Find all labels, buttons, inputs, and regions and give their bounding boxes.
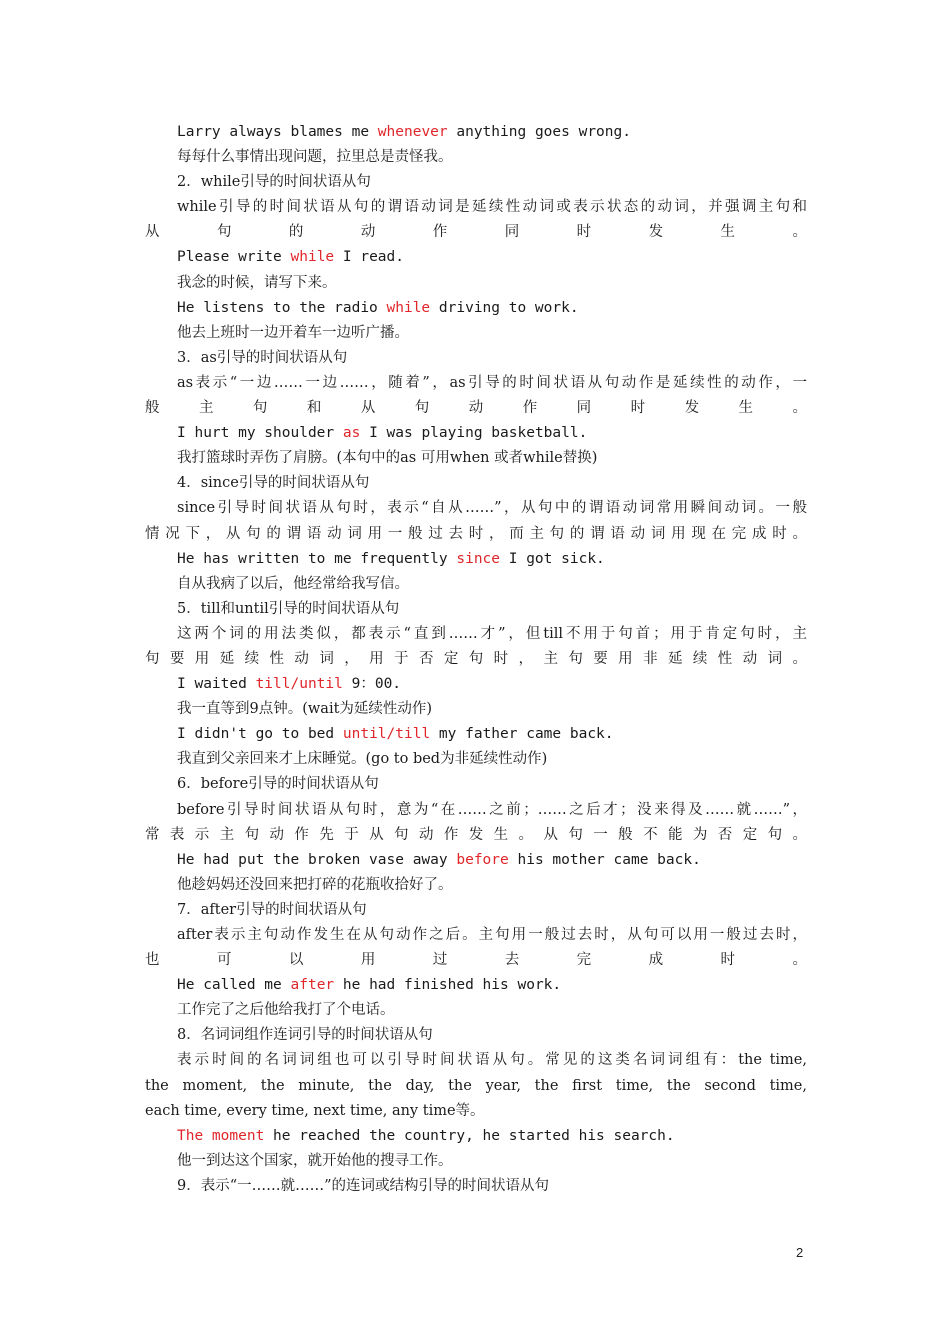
example-sentence (145, 672, 807, 697)
translation-text: 他一到达这个国家，就开始他的搜寻工作。 (177, 1152, 453, 1169)
example-sentence (145, 848, 807, 873)
paragraph-continuation: 般主句和从句动作同时发生。 (145, 400, 807, 417)
highlighted-conjunction: while (386, 299, 431, 316)
translation-text: 我一直等到9点钟。(wait为延续性动作) (177, 701, 433, 718)
translation-text: 他去上班时一边开着车一边听广播。 (177, 324, 409, 341)
example-text: I didn't go to bed (177, 726, 343, 743)
example-text: driving to work. (430, 299, 579, 316)
paragraph-continuation: 常表示主句动作先于从句动作发生。从句一般不能为否定句。 (145, 826, 807, 843)
example-sentence (145, 973, 807, 998)
paragraph-continuation: 也可以用过去完成时。 (145, 952, 807, 969)
section-heading: 4．since引导的时间状语从句 (177, 475, 370, 492)
example-text: 9：00. (342, 676, 402, 693)
example-text: anything goes wrong. (447, 124, 631, 140)
section-heading: 5．till和until引导的时间状语从句 (177, 600, 400, 617)
example-text: I read. (334, 249, 404, 266)
paragraph-line: while引导的时间状语从句的谓语动词是延续性动词或表示状态的动词，并强调主句和 (177, 199, 807, 216)
paragraph-line: since引导时间状语从句时，表示“自从……”，从句中的谓语动词常用瞬间动词。一般 (177, 500, 807, 517)
example-sentence (145, 120, 807, 145)
highlighted-conjunction: till/until (255, 676, 343, 693)
page-content (145, 120, 807, 1199)
example-text: I got sick. (500, 550, 605, 567)
highlighted-conjunction: before (456, 851, 509, 868)
translation-text: 他趁妈妈还没回来把打碎的花瓶收拾好了。 (177, 876, 453, 893)
translation-text: 每每什么事情出现问题，拉里总是责怪我。 (177, 149, 453, 166)
section-heading: 3．as引导的时间状语从句 (177, 349, 348, 366)
section-heading: 8．名词词组作连词引导的时间状语从句 (177, 1027, 433, 1044)
example-text: he reached the country, he started his search. (264, 1127, 675, 1144)
paragraph-continuation: 句要用延续性动词，用于否定句时，主句要用非延续性动词。 (145, 650, 807, 667)
paragraph-line: as表示“一边……一边……，随着”，as引导的时间状语从句动作是延续性的动作，一 (177, 374, 807, 391)
example-sentence (145, 547, 807, 572)
example-text: He listens to the radio (177, 299, 387, 316)
translation-text: 我念的时候，请写下来。 (177, 274, 337, 291)
section-heading: 6．before引导的时间状语从句 (177, 776, 379, 793)
example-sentence (145, 722, 807, 747)
translation-text: 我直到父亲回来才上床睡觉。(go to bed为非延续性动作) (177, 751, 548, 768)
example-sentence (145, 421, 807, 446)
highlighted-conjunction: after (290, 977, 335, 994)
translation-text: 工作完了之后他给我打了个电话。 (177, 1002, 395, 1019)
paragraph-line: after表示主句动作发生在从句动作之后。主句用一般过去时，从句可以用一般过去时， (177, 927, 807, 943)
section-heading: 2．while引导的时间状语从句 (177, 174, 371, 191)
highlighted-conjunction: since (456, 550, 501, 567)
example-text: I was playing basketball. (360, 425, 588, 442)
example-text: my father came back. (430, 726, 614, 743)
example-text: Please write (177, 249, 291, 266)
paragraph-line: before引导时间状语从句时，意为“在……之前；……之后才；没来得及……就……”， (177, 801, 807, 818)
example-sentence (145, 245, 807, 270)
highlighted-conjunction: while (290, 249, 335, 266)
highlighted-conjunction: whenever (377, 124, 448, 140)
section-heading: 7．after引导的时间状语从句 (177, 901, 367, 918)
translation-text: 自从我病了以后，他经常给我写信。 (177, 575, 409, 592)
example-text: he had finished his work. (334, 977, 562, 994)
example-sentence (145, 296, 807, 321)
example-text: I waited (177, 676, 256, 693)
highlighted-conjunction: as (342, 425, 361, 442)
paragraph-line: 表示时间的名词词组也可以引导时间状语从句。常见的这类名词词组有：the time, (177, 1052, 807, 1069)
example-text: I hurt my shoulder (177, 425, 343, 442)
paragraph-continuation: 从句的动作同时发生。 (145, 224, 807, 241)
example-text: He had put the broken vase away (177, 851, 457, 868)
paragraph-continuation: the moment, the minute, the day, the year, the first time, the second time, (145, 1077, 807, 1094)
translation-text: 我打篮球时弄伤了肩膀。(本句中的as 可用when 或者while替换) (177, 450, 598, 467)
highlighted-conjunction: until/till (342, 726, 431, 743)
example-text: He has written to me frequently (177, 550, 457, 567)
paragraph-continuation: each time, every time, next time, any time等。 (145, 1102, 485, 1119)
paragraph-line: 这两个词的用法类似，都表示“直到……才”，但till不用于句首；用于肯定句时，主 (177, 625, 807, 642)
example-sentence (145, 1124, 807, 1149)
example-text: He called me (177, 977, 291, 994)
section-heading: 9．表示“一……就……”的连词或结构引导的时间状语从句 (177, 1177, 550, 1194)
example-text: his mother came back. (508, 851, 701, 868)
highlighted-conjunction: The moment (177, 1127, 265, 1144)
page-number: 2 (796, 1245, 804, 1260)
paragraph-continuation: 情况下，从句的谓语动词用一般过去时，而主句的谓语动词用现在完成时。 (145, 525, 807, 542)
example-text: Larry always blames me (177, 124, 378, 140)
